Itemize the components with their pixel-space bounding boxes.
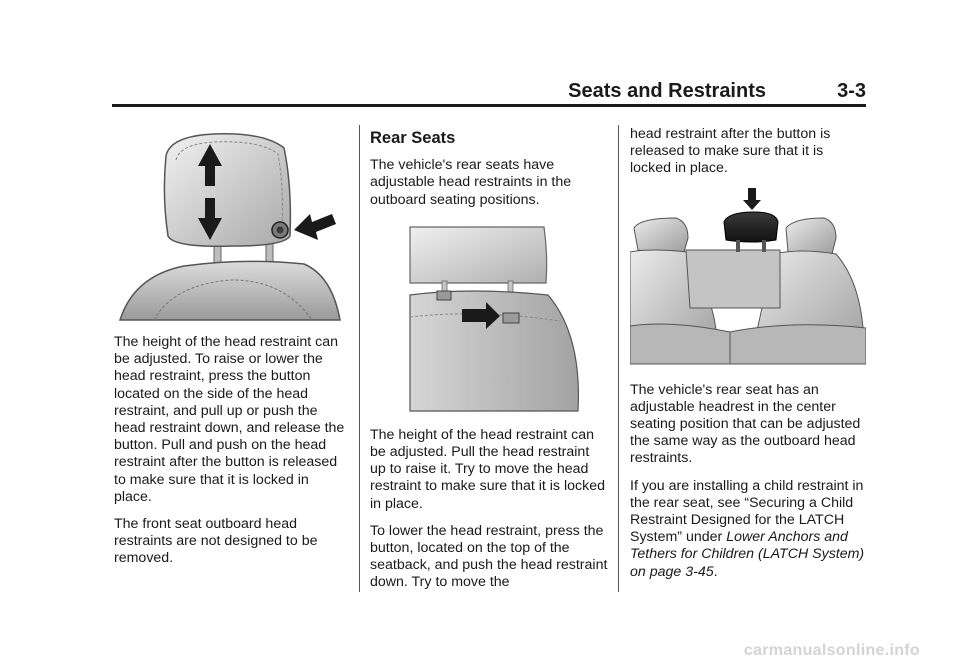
center-headrest-illustration <box>630 188 866 368</box>
column-divider-1 <box>359 125 360 592</box>
front-head-restraint-illustration <box>114 126 346 322</box>
paragraph: The height of the head restraint can be adjusted. Pull the head restraint up to raise it. Try to move the head restraint to make sure that it is locked in place. <box>370 426 605 512</box>
column-2 <box>370 126 608 602</box>
paragraph <box>630 478 866 581</box>
column-divider-2 <box>618 125 619 592</box>
paragraph-end: . <box>713 563 718 580</box>
cross-reference-link[interactable]: Lower Anchors and Tethers for Children (LATCH System) on page 3-45 <box>630 529 865 580</box>
section-title: Seats and Restraints <box>568 80 766 102</box>
rear-head-restraint-illustration <box>370 225 608 413</box>
paragraph: The height of the head restraint can be adjusted. To raise or lower the head restraint, press the button located on the side of the head restraint, and pull up or push the head restraint down, and release the button. Pull and push on the head restraint after the button is released to make sure that it is locked in place. <box>114 334 345 505</box>
pointer-arrow-icon <box>294 214 336 240</box>
paragraph: The vehicle's rear seat has an adjustable headrest in the center seating position that can be adjusted the same way as the outboard head restraints. <box>630 381 861 467</box>
paragraph: The vehicle's rear seats have adjustable head restraints in the outboard seating positions. <box>370 157 572 208</box>
paragraph: head restraint after the button is released to make sure that it is locked in place. <box>630 126 831 177</box>
page-number: 3-3 <box>837 80 866 102</box>
page-header <box>112 76 866 107</box>
paragraph-text: If you are installing a child restraint in the rear seat, see “Securing a Child Restraint Designed for the LATCH System” under <box>630 477 864 546</box>
down-arrow-icon <box>743 188 761 210</box>
column-3 <box>630 126 866 591</box>
section-heading: Rear Seats <box>370 129 456 147</box>
paragraph: The front seat outboard head restraints are not designed to be removed. <box>114 516 318 567</box>
column-1 <box>114 126 346 578</box>
paragraph: To lower the head restraint, press the button, located on the top of the seatback, and push the head restraint down. Try to move the <box>370 522 608 591</box>
watermark: carmanualsonline.info <box>743 642 920 659</box>
